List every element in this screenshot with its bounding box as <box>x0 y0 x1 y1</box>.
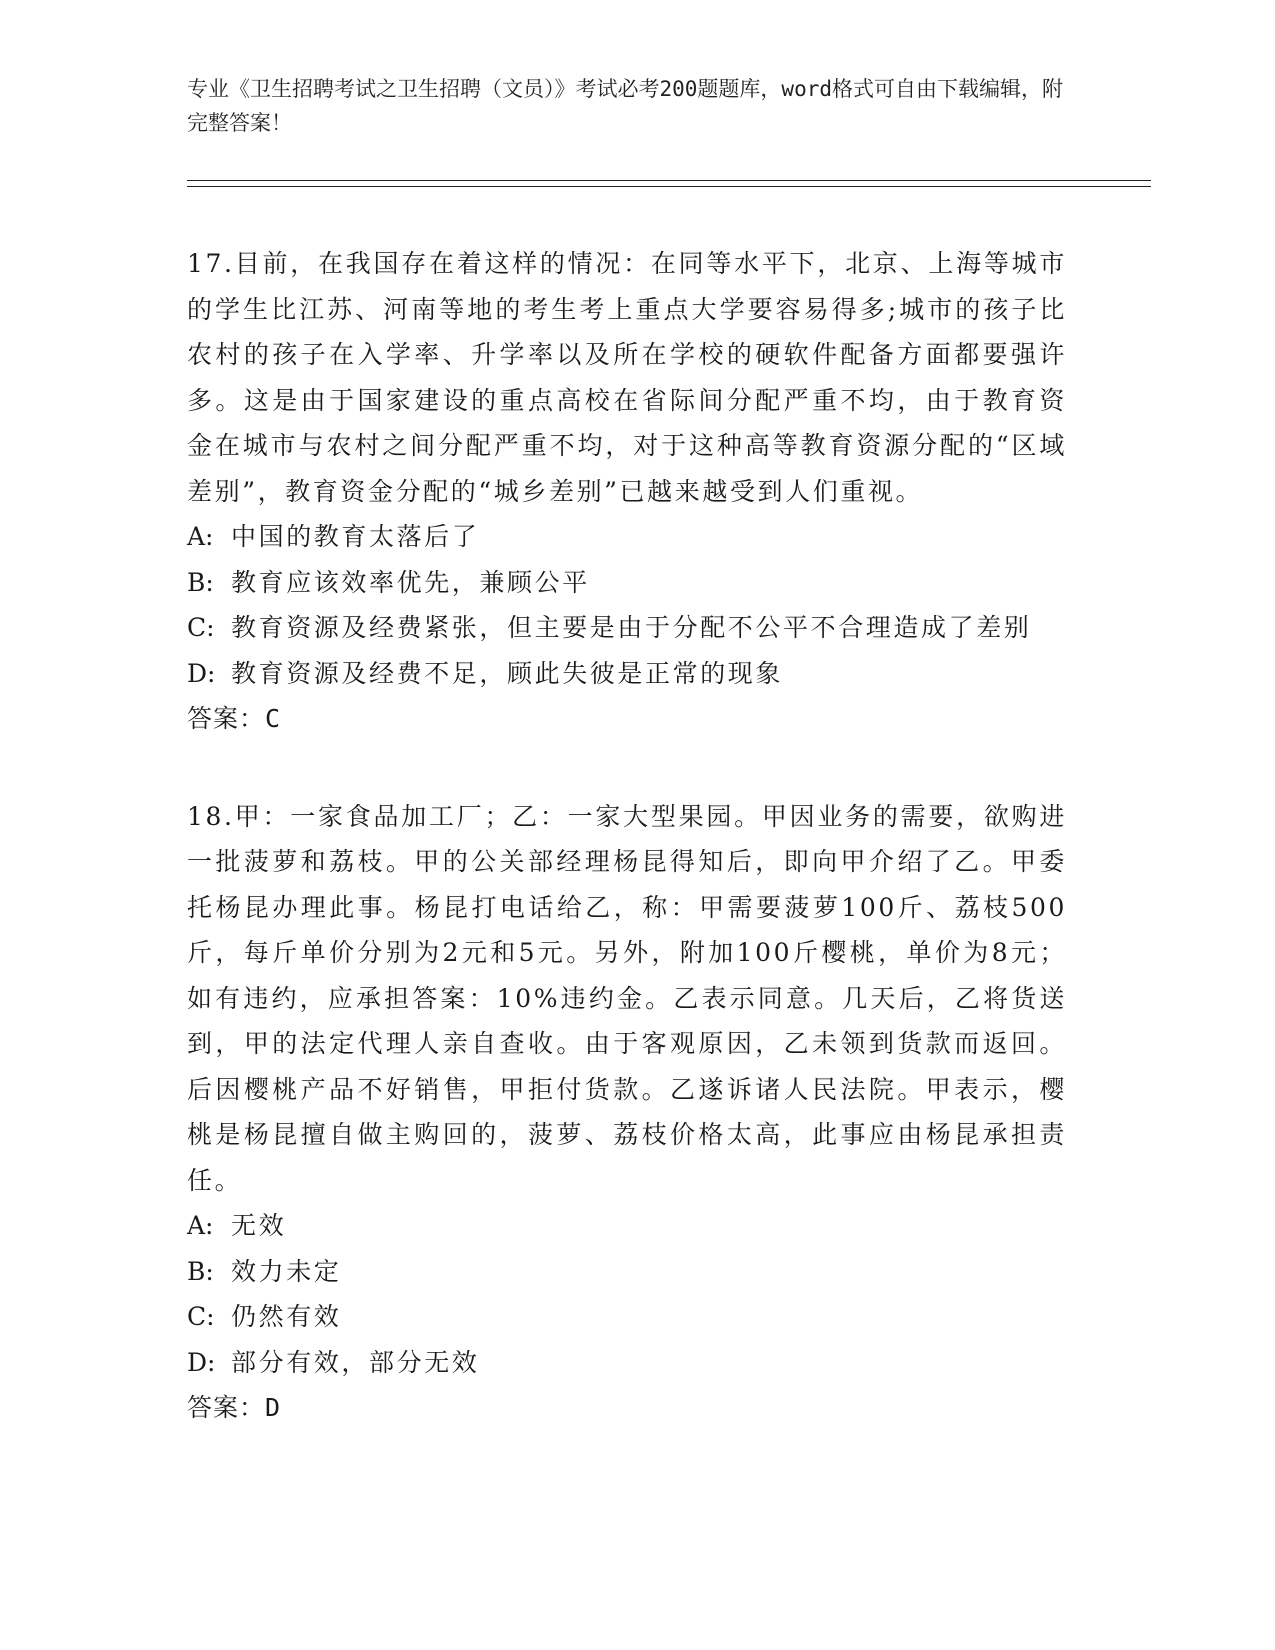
option-b <box>187 1249 1067 1295</box>
answer-line: 答案：D <box>187 1393 282 1422</box>
question-18 <box>187 794 1067 1431</box>
option-text: 仍然有效 <box>231 1302 342 1331</box>
option-letter: D: <box>187 1347 216 1377</box>
option-text: 效力未定 <box>231 1256 342 1286</box>
option-text: 教育应该效率优先，兼顾公平 <box>231 567 590 597</box>
question-stem: 18.甲：一家食品加工厂；乙：一家大型果园。甲因业务的需要，欲购进一批菠萝和荔枝。甲的公关部经理杨昆得知后，即向甲介绍了乙。甲委托杨昆办理此事。杨昆打电话给乙，称：甲需要菠萝100斤、荔枝500斤，每斤单价分别为2元和5元。另外，附加100斤樱桃，单价为8元；如有违约，应承担答案：10%违约金。乙表示同意。几天后，乙将货送到，甲的法定代理人亲自查收。由于客观原因，乙未领到货款而返回。后因樱桃产品不好销售，甲拒付货款。乙遂诉诸人民法院。甲表示，樱桃是杨昆擅自做主购回的，菠萝、荔枝价格太高，此事应由杨昆承担责任。 <box>187 801 1067 1195</box>
document-header: 专业《卫生招聘考试之卫生招聘（文员）》考试必考200题题库，word格式可自由下载编辑，附完整答案！ <box>187 77 1063 135</box>
option-d <box>187 1340 1067 1386</box>
option-letter: B: <box>187 567 214 597</box>
option-letter: A: <box>187 1211 214 1240</box>
option-letter: A: <box>187 522 214 551</box>
option-text: 无效 <box>231 1211 287 1240</box>
answer-line: 答案：C <box>187 704 282 733</box>
option-a <box>187 1203 1067 1249</box>
document-page <box>187 72 1147 1431</box>
option-letter: C: <box>187 1302 215 1331</box>
option-b <box>187 560 1067 606</box>
option-letter: B: <box>187 1256 214 1286</box>
option-letter: D: <box>187 658 216 688</box>
option-text: 教育资源及经费不足，顾此失彼是正常的现象 <box>231 658 784 688</box>
question-17 <box>187 241 1067 742</box>
option-text: 部分有效，部分无效 <box>231 1347 480 1377</box>
option-a <box>187 514 1067 560</box>
option-text: 中国的教育太落后了 <box>231 522 480 551</box>
option-text: 教育资源及经费紧张，但主要是由于分配不公平不合理造成了差别 <box>231 613 1032 642</box>
option-c <box>187 1294 1067 1340</box>
question-stem: 17.目前，在我国存在着这样的情况：在同等水平下，北京、上海等城市的学生比江苏、河南等地的考生考上重点大学要容易得多;城市的孩子比农村的孩子在入学率、升学率以及所在学校的硬软件配备方面都要强许多。这是由于国家建设的重点高校在省际间分配严重不均，由于教育资金在城市与农村之间分配严重不均，对于这种高等教育资源分配的“区域差别”，教育资金分配的“城乡差别”已越来越受到人们重视。 <box>187 249 1067 506</box>
option-c <box>187 605 1067 651</box>
option-letter: C: <box>187 613 215 642</box>
option-d <box>187 651 1067 697</box>
header-divider <box>187 180 1151 187</box>
